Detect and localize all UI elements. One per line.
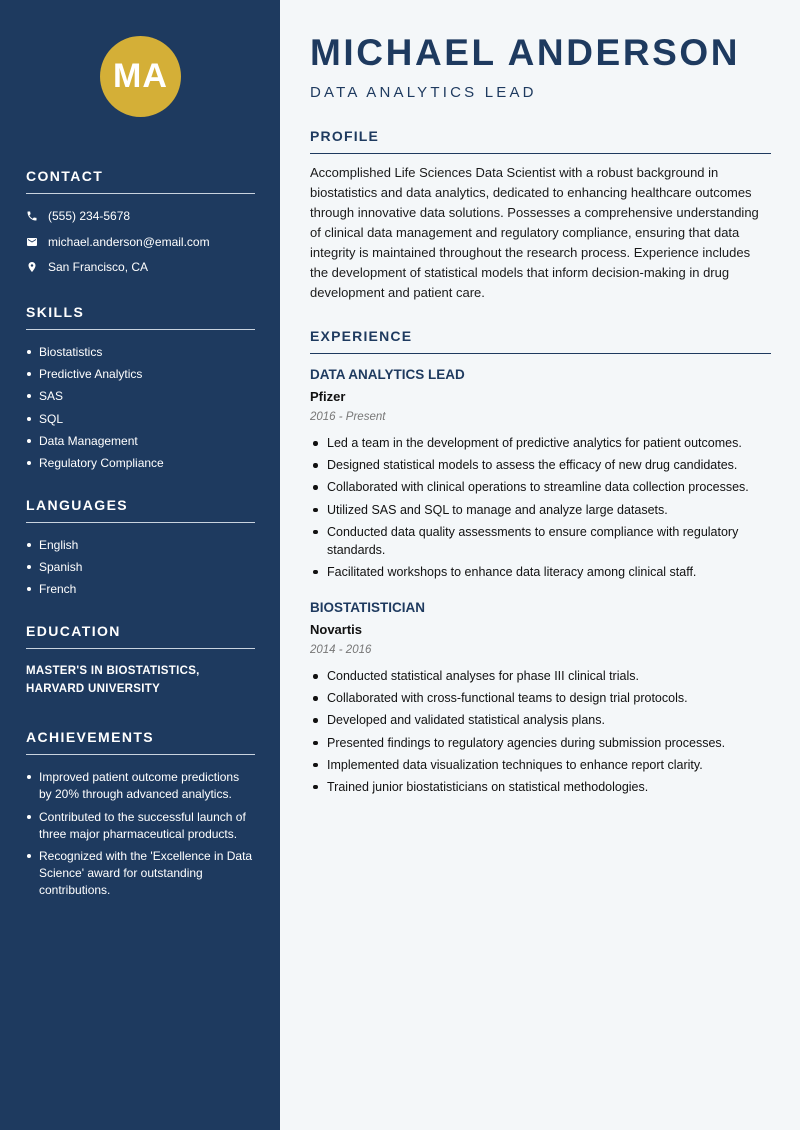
education-degree: MASTER'S IN BIOSTATISTICS, HARVARD UNIVERSITY (26, 665, 200, 695)
education-section (26, 623, 255, 698)
contact-heading: CONTACT (26, 168, 255, 194)
phone-icon (26, 210, 38, 222)
achievement-item: Recognized with the 'Excellence in Data Science' award for outstanding contributions. (26, 848, 255, 899)
duty-item: Developed and validated statistical analysis plans. (310, 711, 771, 729)
language-item: Spanish (26, 559, 255, 575)
achievements-list (26, 769, 255, 899)
job-entry (310, 366, 771, 585)
languages-heading: LANGUAGES (26, 497, 255, 523)
skill-item: Biostatistics (26, 344, 255, 360)
job-duties (310, 434, 771, 581)
location-pin-icon (26, 261, 38, 273)
duty-item: Implemented data visualization techniques to enhance report clarity. (310, 756, 771, 774)
duty-item: Collaborated with cross-functional teams to design trial protocols. (310, 689, 771, 707)
candidate-name: MICHAEL ANDERSON (310, 32, 741, 73)
job-title: DATA ANALYTICS LEAD (310, 367, 465, 382)
duty-item: Presented findings to regulatory agencies during submission processes. (310, 734, 771, 752)
skills-list (26, 344, 255, 471)
duty-item: Utilized SAS and SQL to manage and analyze large datasets. (310, 501, 771, 519)
job-title: BIOSTATISTICIAN (310, 600, 425, 615)
sidebar (0, 0, 280, 1130)
achievements-section (26, 729, 255, 905)
duty-item: Facilitated workshops to enhance data literacy among clinical staff. (310, 563, 771, 581)
contact-email (26, 234, 255, 250)
email-text[interactable]: michael.anderson@email.com (48, 234, 210, 249)
duty-item: Designed statistical models to assess the efficacy of new drug candidates. (310, 456, 771, 474)
achievements-heading: ACHIEVEMENTS (26, 729, 255, 755)
achievement-item: Improved patient outcome predictions by 20% through advanced analytics. (26, 769, 255, 803)
skill-item: Data Management (26, 433, 255, 449)
languages-section (26, 497, 255, 604)
contact-location (26, 259, 255, 275)
avatar: MA (100, 36, 181, 117)
duty-item: Trained junior biostatisticians on statistical methodologies. (310, 778, 771, 796)
profile-text: Accomplished Life Sciences Data Scientist with a robust background in biostatistics and data analytics, dedicated to enhancing healthcare outcomes through innovative data solutions. Possesses a comprehensive understanding of clinical data management and regulatory compliance, ensuring that data integrity is maintained throughout the research process. Experience includes the development of statistical models that inform decision-making in drug development and patient care. (310, 165, 759, 300)
job-company: Novartis (310, 622, 363, 637)
email-icon (26, 236, 38, 248)
job-company: Pfizer (310, 389, 346, 404)
contact-section (26, 168, 255, 285)
job-dates: 2014 - 2016 (310, 644, 372, 656)
profile-heading: PROFILE (310, 128, 771, 154)
experience-heading: EXPERIENCE (310, 328, 771, 354)
location-text: San Francisco, CA (48, 260, 149, 274)
duty-item: Conducted statistical analyses for phase III clinical trials. (310, 667, 771, 685)
job-entry (310, 599, 771, 800)
languages-list (26, 537, 255, 597)
achievement-item: Contributed to the successful launch of three major pharmaceutical products. (26, 809, 255, 843)
job-duties (310, 667, 771, 796)
skill-item: SAS (26, 388, 255, 404)
duty-item: Led a team in the development of predictive analytics for patient outcomes. (310, 434, 771, 452)
job-dates: 2016 - Present (310, 411, 386, 423)
skill-item: SQL (26, 411, 255, 427)
candidate-title: DATA ANALYTICS LEAD (310, 84, 537, 101)
education-heading: EDUCATION (26, 623, 255, 649)
skills-heading: SKILLS (26, 304, 255, 330)
duty-item: Conducted data quality assessments to ensure compliance with regulatory standards. (310, 523, 771, 559)
phone-text[interactable]: (555) 234-5678 (48, 209, 131, 223)
duty-item: Collaborated with clinical operations to streamline data collection processes. (310, 478, 771, 496)
skill-item: Predictive Analytics (26, 366, 255, 382)
language-item: English (26, 537, 255, 553)
language-item: French (26, 581, 255, 597)
skills-section (26, 304, 255, 477)
skill-item: Regulatory Compliance (26, 455, 255, 471)
contact-phone (26, 208, 255, 224)
